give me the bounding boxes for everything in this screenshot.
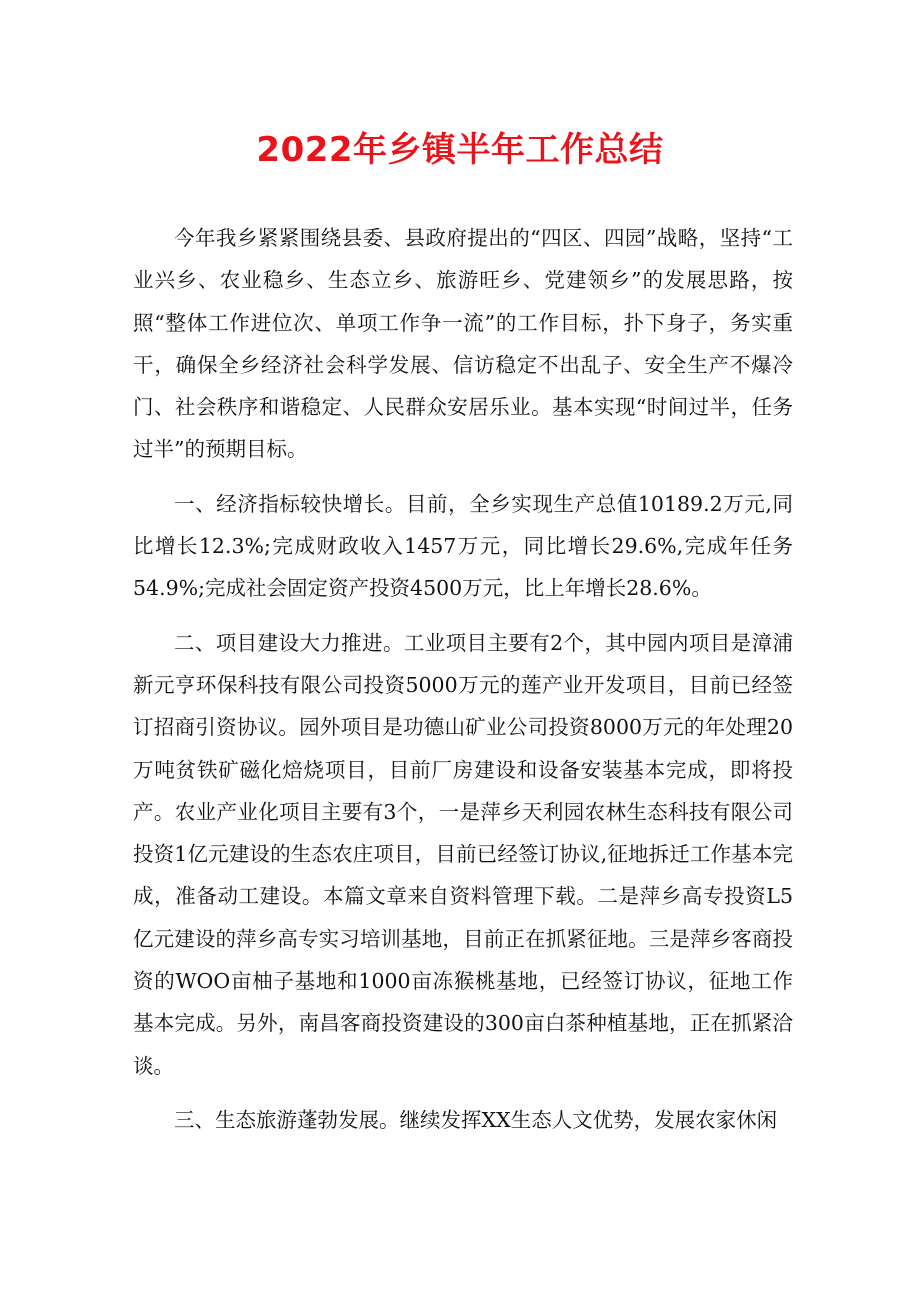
paragraph-intro: 今年我乡紧紧围绕县委、县政府提出的“四区、四园”战略，坚持“工业兴乡、农业稳乡、生态立乡、旅游旺乡、党建领乡”的发展思路，按照“整体工作进位次、单项工作争一流”的工作目标，扑下身子，务实重干，确保全乡经济社会科学发展、信访稳定不出乱子、安全生产不爆冷门、社会秩序和谐稳定、人民群众安居乐业。基本实现“时间过半，任务过半”的预期目标。 xyxy=(133,226,793,462)
document-title: 2022年乡镇半年工作总结 xyxy=(256,130,664,170)
paragraph-project-construction: 二、项目建设大力推进。工业项目主要有2个，其中园内项目是漳浦新元亨环保科技有限公司投资5000万元的莲产业开发项目，目前已经签订招商引资协议。园外项目是功德山矿业公司投资8000万元的年处理20万吨贫铁矿磁化焙烧项目，目前厂房建设和设备安装基本完成，即将投产。农业产业化项目主要有3个，一是萍乡天利园农林生态科技有限公司投资1亿元建设的生态农庄项目，目前已经签订协议,征地拆迁工作基本完成，准备动工建设。本篇文章来自资料管理下载。二是萍乡高专投资L5亿元建设的萍乡高专实习培训基地，目前正在抓紧征地。三是萍乡客商投资的WOO亩柚子基地和1000亩冻猴桃基地，已经签订协议，征地工作基本完成。另外，南昌客商投资建设的300亩白茶种植基地，正在抓紧洽谈。 xyxy=(133,630,793,1078)
paragraph-economic-indicators: 一、经济指标较快增长。目前，全乡实现生产总值10189.2万元,同比增长12.3%;完成财政收入1457万元，同比增长29.6%,完成年任务54.9%;完成社会固定资产投资4500万元，比上年增长28.6%。 xyxy=(133,491,793,601)
paragraph-eco-tourism: 三、生态旅游蓬勃发展。继续发挥XX生态人文优势，发展农家休闲 xyxy=(174,1107,778,1132)
document-body xyxy=(133,217,793,1153)
